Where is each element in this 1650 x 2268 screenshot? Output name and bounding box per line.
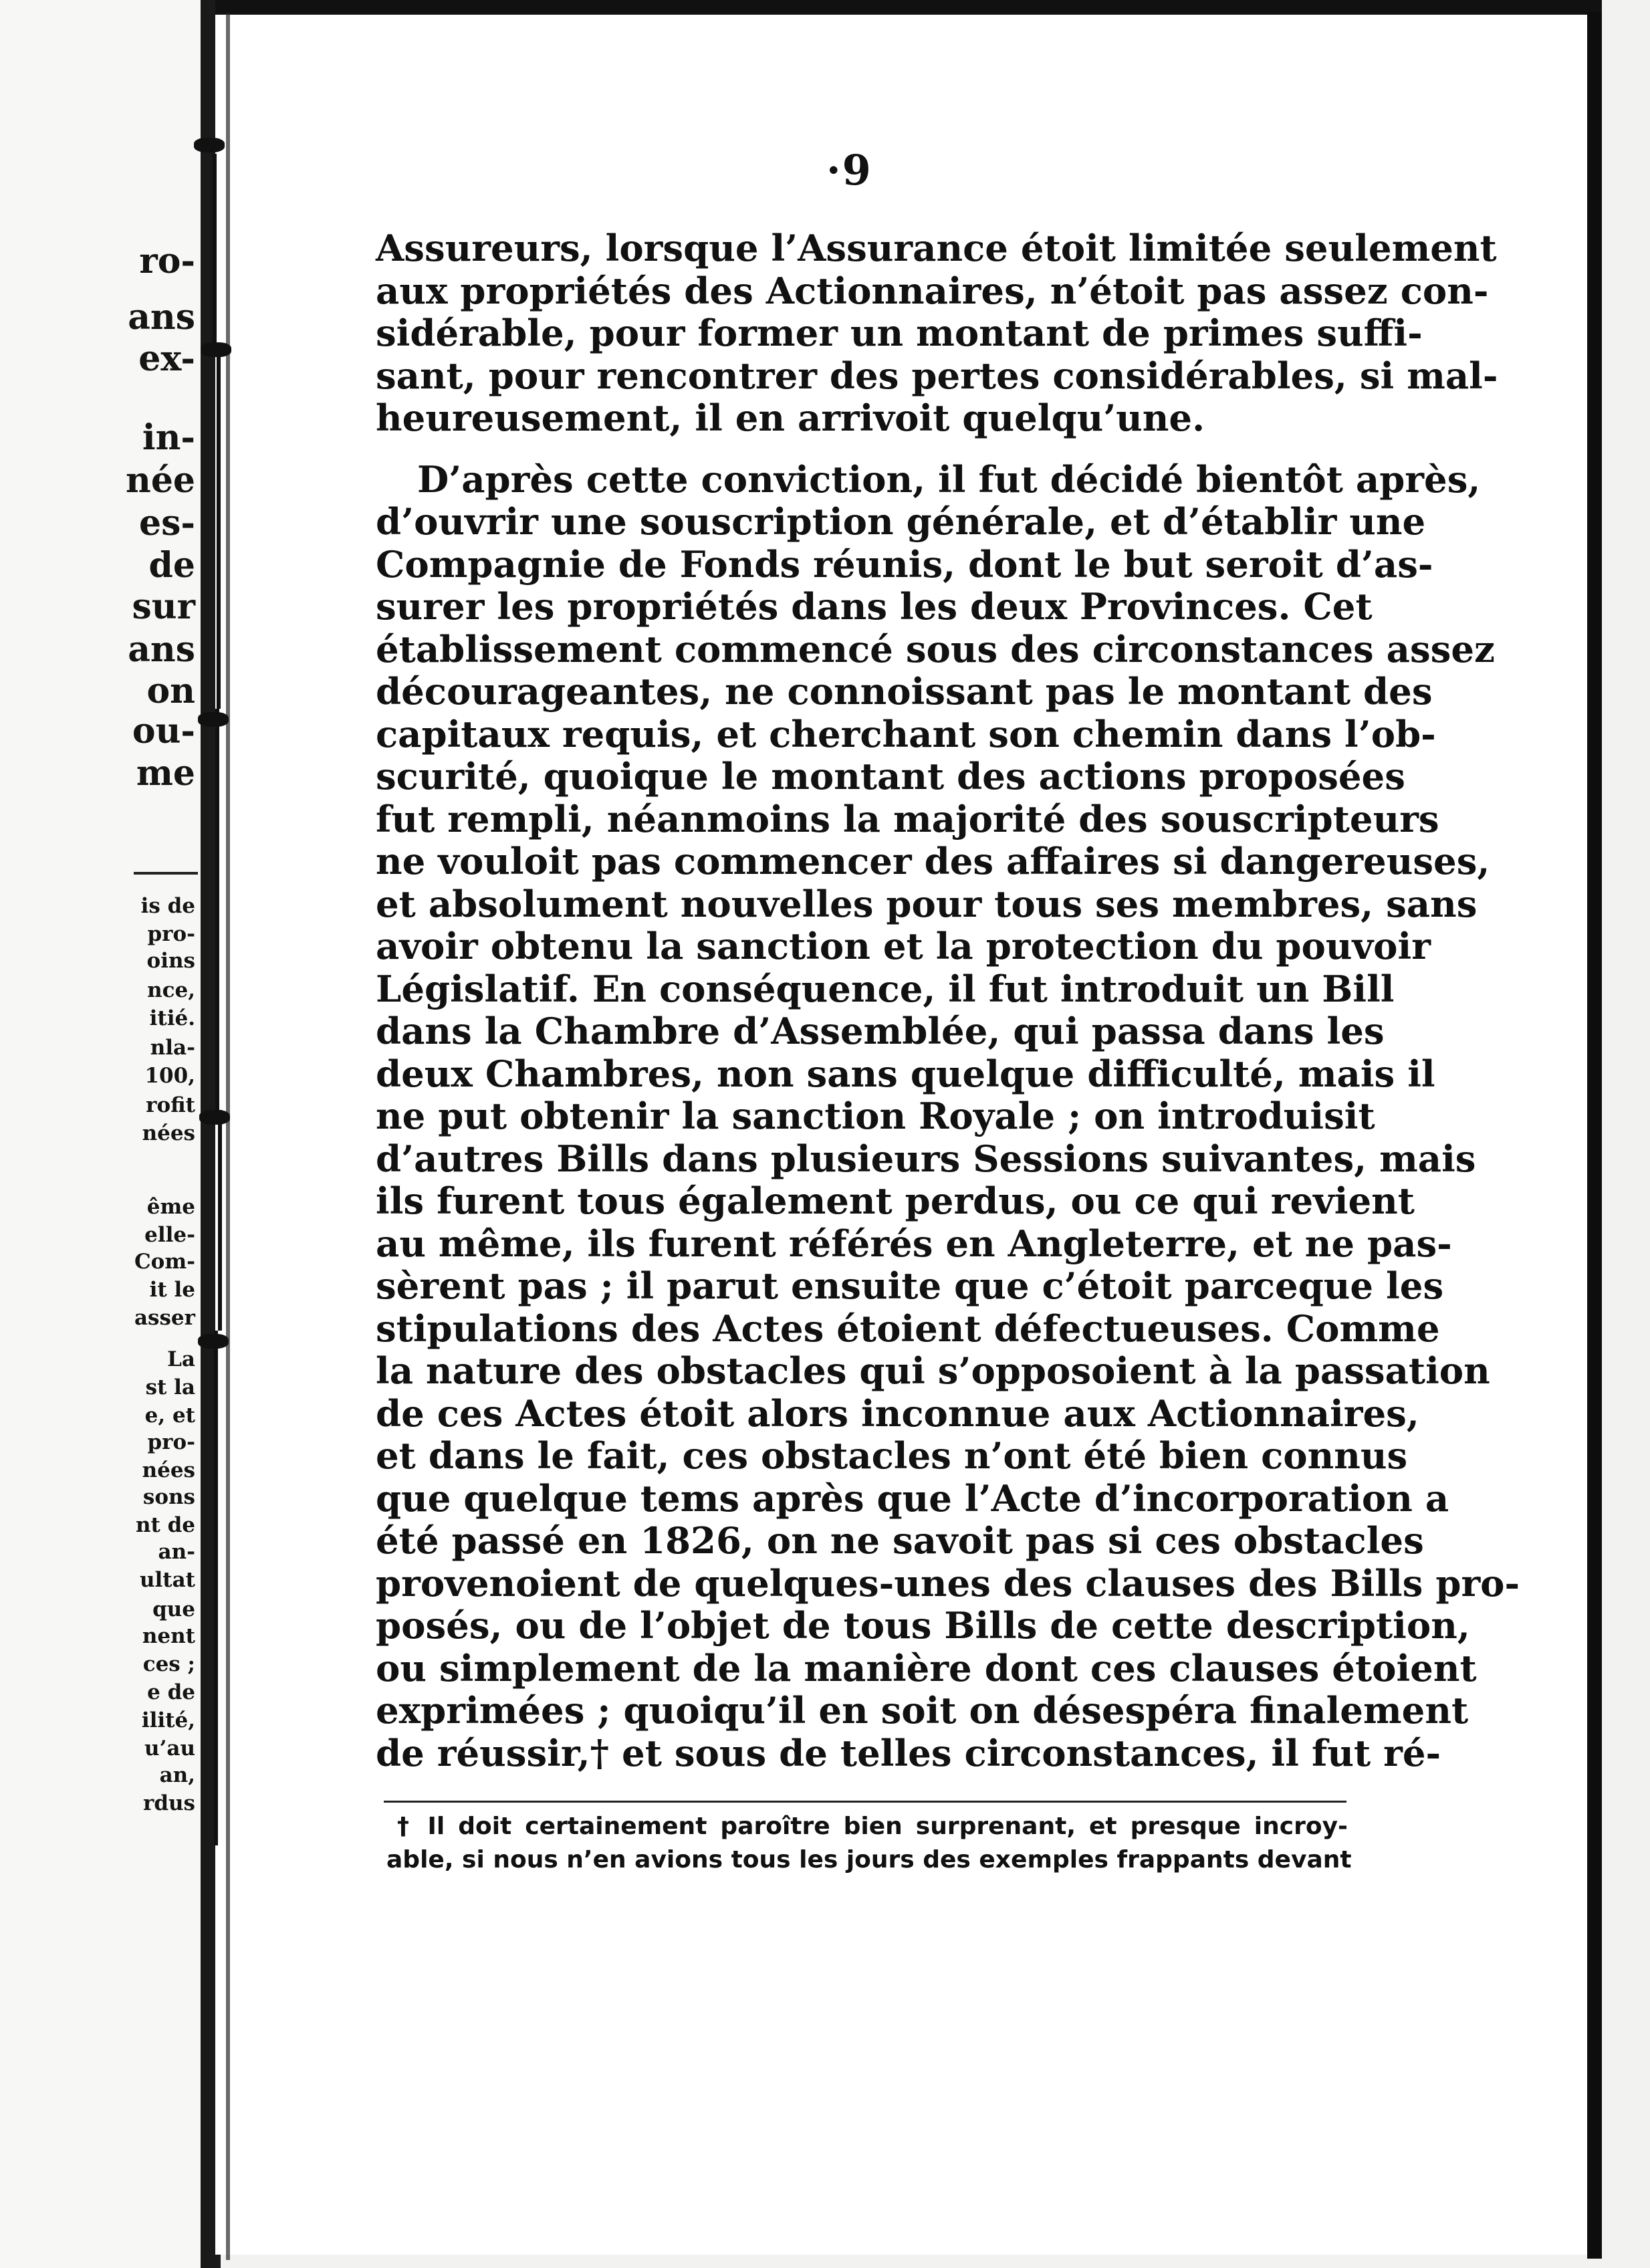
thread-stitch bbox=[194, 138, 225, 152]
left-page-fragment: in- bbox=[142, 417, 195, 458]
page-top-edge bbox=[215, 0, 1602, 15]
text-line: Compagnie de Fonds réunis, dont le but seroit d’as- bbox=[376, 542, 1433, 586]
left-page-fragment: ans bbox=[128, 629, 195, 670]
thread-segment bbox=[217, 348, 221, 709]
left-page-fragment: me bbox=[136, 753, 195, 794]
left-page-fragment: Com- bbox=[134, 1250, 195, 1274]
text-line: surer les propriétés dans les deux Provinces. Cet bbox=[376, 585, 1373, 628]
text-line: établissement commencé sous des circonstances assez bbox=[376, 627, 1495, 671]
left-page-fragment: nées bbox=[142, 1121, 195, 1145]
paragraph-gap bbox=[376, 440, 1346, 459]
left-page-fragment: ilité, bbox=[141, 1708, 195, 1732]
left-page-fragment: is de bbox=[140, 894, 195, 918]
left-page-fragment: rofit bbox=[146, 1093, 195, 1117]
left-page-fragment: pro- bbox=[147, 922, 195, 946]
text-line: été passé en 1826, on ne savoit pas si ces obstacles bbox=[376, 1519, 1424, 1562]
text-line: que quelque tems après que l’Acte d’incorporation a bbox=[376, 1476, 1449, 1520]
left-page-fragment: de bbox=[148, 545, 195, 586]
left-page-fragment: nées bbox=[142, 1458, 195, 1482]
left-page-fragment: e, et bbox=[144, 1403, 195, 1428]
text-line: sant, pour rencontrer des pertes considérables, si mal- bbox=[376, 354, 1498, 397]
text-line: exprimées ; quoiqu’il en soit on désespéra finalement bbox=[376, 1689, 1469, 1732]
left-page-fragment: an, bbox=[159, 1763, 195, 1787]
left-page-footnote-rule bbox=[134, 872, 198, 875]
text-line: ils furent tous également perdus, ou ce qui revient bbox=[376, 1179, 1415, 1222]
body-text bbox=[376, 227, 1520, 1775]
text-line: d’autres Bills dans plusieurs Sessions suivantes, mais bbox=[376, 1137, 1476, 1180]
text-line: provenoient de quelques-unes des clauses des Bills pro- bbox=[376, 1561, 1520, 1605]
text-line: scurité, quoique le montant des actions proposées bbox=[376, 755, 1405, 798]
text-line: décourageantes, ne connoissant pas le montant des bbox=[376, 670, 1433, 713]
left-page-fragment: oins bbox=[146, 949, 195, 973]
left-page-fragment: La bbox=[167, 1347, 195, 1371]
text-line: Assureurs, lorsque l’Assurance étoit limitée seulement bbox=[376, 227, 1497, 269]
text-line: dans la Chambre d’Assemblée, qui passa dans les bbox=[376, 1010, 1385, 1052]
left-page-fragment: que bbox=[152, 1597, 195, 1621]
left-page-fragment: ces ; bbox=[142, 1652, 195, 1676]
left-page-fragment: née bbox=[126, 460, 195, 501]
left-page-fragment: ex- bbox=[138, 338, 195, 379]
text-line: au même, ils furent référés en Angleterre, et ne pas- bbox=[376, 1222, 1452, 1265]
text-line: d’ouvrir une souscription générale, et d’établir une bbox=[376, 500, 1426, 543]
left-page-fragment: nce, bbox=[147, 978, 195, 1002]
left-page-fragment: nent bbox=[142, 1624, 195, 1648]
text-line: la nature des obstacles qui s’opposoient à la passation bbox=[376, 1349, 1490, 1392]
footnote-rule bbox=[384, 1801, 1346, 1803]
text-line: avoir obtenu la sanction et la protection du pouvoir bbox=[376, 925, 1431, 968]
left-page-fragment: itié. bbox=[149, 1006, 195, 1030]
text-line: deux Chambres, non sans quelque difficulté, mais il bbox=[376, 1052, 1435, 1095]
thread-stitch bbox=[198, 712, 229, 727]
left-page-fragment: ême bbox=[146, 1195, 195, 1219]
left-facing-page bbox=[0, 0, 201, 2268]
left-page-fragment: pro- bbox=[147, 1430, 195, 1454]
left-page-fragment: asser bbox=[134, 1306, 195, 1330]
left-page-fragment: ro- bbox=[139, 241, 195, 281]
left-page-fragment: sur bbox=[132, 586, 195, 627]
text-line: ne put obtenir la sanction Royale ; on introduisit bbox=[376, 1095, 1375, 1137]
text-line: de réussir,† et sous de telles circonstances, il fut ré- bbox=[376, 1731, 1441, 1775]
left-page-fragment: ou- bbox=[132, 711, 195, 752]
footnote-line: able, si nous n’en avions tous les jours des exemples frappants devant bbox=[386, 1846, 1352, 1874]
left-page-fragment: nt de bbox=[135, 1513, 195, 1537]
text-line: D’après cette conviction, il fut décidé bientôt après, bbox=[417, 457, 1481, 501]
text-line: aux propriétés des Actionnaires, n’étoit pas assez con- bbox=[376, 269, 1489, 312]
left-page-fragment: nla- bbox=[150, 1036, 195, 1060]
text-line: de ces Actes étoit alors inconnue aux Actionnaires, bbox=[376, 1391, 1419, 1435]
text-line: Législatif. En conséquence, il fut introduit un Bill bbox=[376, 967, 1395, 1010]
text-line: heureusement, il en arrivoit quelqu’une. bbox=[376, 396, 1205, 439]
left-page-fragment: elle- bbox=[144, 1223, 195, 1247]
text-line: et dans le fait, ces obstacles n’ont été bien connus bbox=[376, 1434, 1408, 1477]
left-page-fragment: on bbox=[146, 671, 195, 711]
left-page-fragment: sons bbox=[142, 1485, 195, 1509]
text-line: posés, ou de l’objet de tous Bills de cette description, bbox=[376, 1604, 1470, 1647]
footnote bbox=[386, 1810, 1352, 1877]
left-page-fragment: ans bbox=[128, 297, 195, 338]
text-line: fut rempli, néanmoins la majorité des souscripteurs bbox=[376, 797, 1439, 840]
text-line: ne vouloit pas commencer des affaires si dangereuses, bbox=[376, 840, 1490, 883]
text-line: sèrent pas ; il parut ensuite que c’étoit parceque les bbox=[376, 1264, 1444, 1307]
text-line: ou simplement de la manière dont ces clauses étoient bbox=[376, 1646, 1477, 1690]
left-page-fragment: 100, bbox=[144, 1064, 195, 1088]
left-page-fragment: an- bbox=[158, 1540, 195, 1564]
text-line: capitaux requis, et cherchant son chemin dans l’ob- bbox=[376, 712, 1436, 756]
page-right-edge bbox=[1587, 12, 1602, 2259]
text-line: et absolument nouvelles pour tous ses membres, sans bbox=[376, 882, 1478, 925]
thread-segment bbox=[218, 1110, 222, 1331]
page-number: ·9 bbox=[826, 146, 872, 195]
left-page-fragment: e de bbox=[147, 1680, 195, 1704]
left-page-fragment: rdus bbox=[143, 1791, 195, 1815]
left-page-fragment: ultat bbox=[139, 1568, 195, 1592]
left-page-fragment: it le bbox=[149, 1278, 195, 1302]
left-page-fragment: st la bbox=[145, 1375, 195, 1399]
thread-stitch bbox=[201, 342, 231, 357]
thread-stitch bbox=[199, 1110, 230, 1125]
thread-segment bbox=[215, 709, 219, 1110]
thread-stitch bbox=[198, 1334, 229, 1349]
footnote-line: † Il doit certainement paroître bien surprenant, et presque incroy- bbox=[397, 1813, 1348, 1840]
thread-segment bbox=[214, 1331, 218, 1845]
left-page-fragment: u’au bbox=[144, 1736, 195, 1761]
thread-segment bbox=[213, 154, 217, 348]
text-line: stipulations des Actes étoient défectueuses. Comme bbox=[376, 1307, 1440, 1350]
left-page-fragment: es- bbox=[139, 503, 195, 544]
text-line: sidérable, pour former un montant de primes suffi- bbox=[376, 312, 1423, 354]
